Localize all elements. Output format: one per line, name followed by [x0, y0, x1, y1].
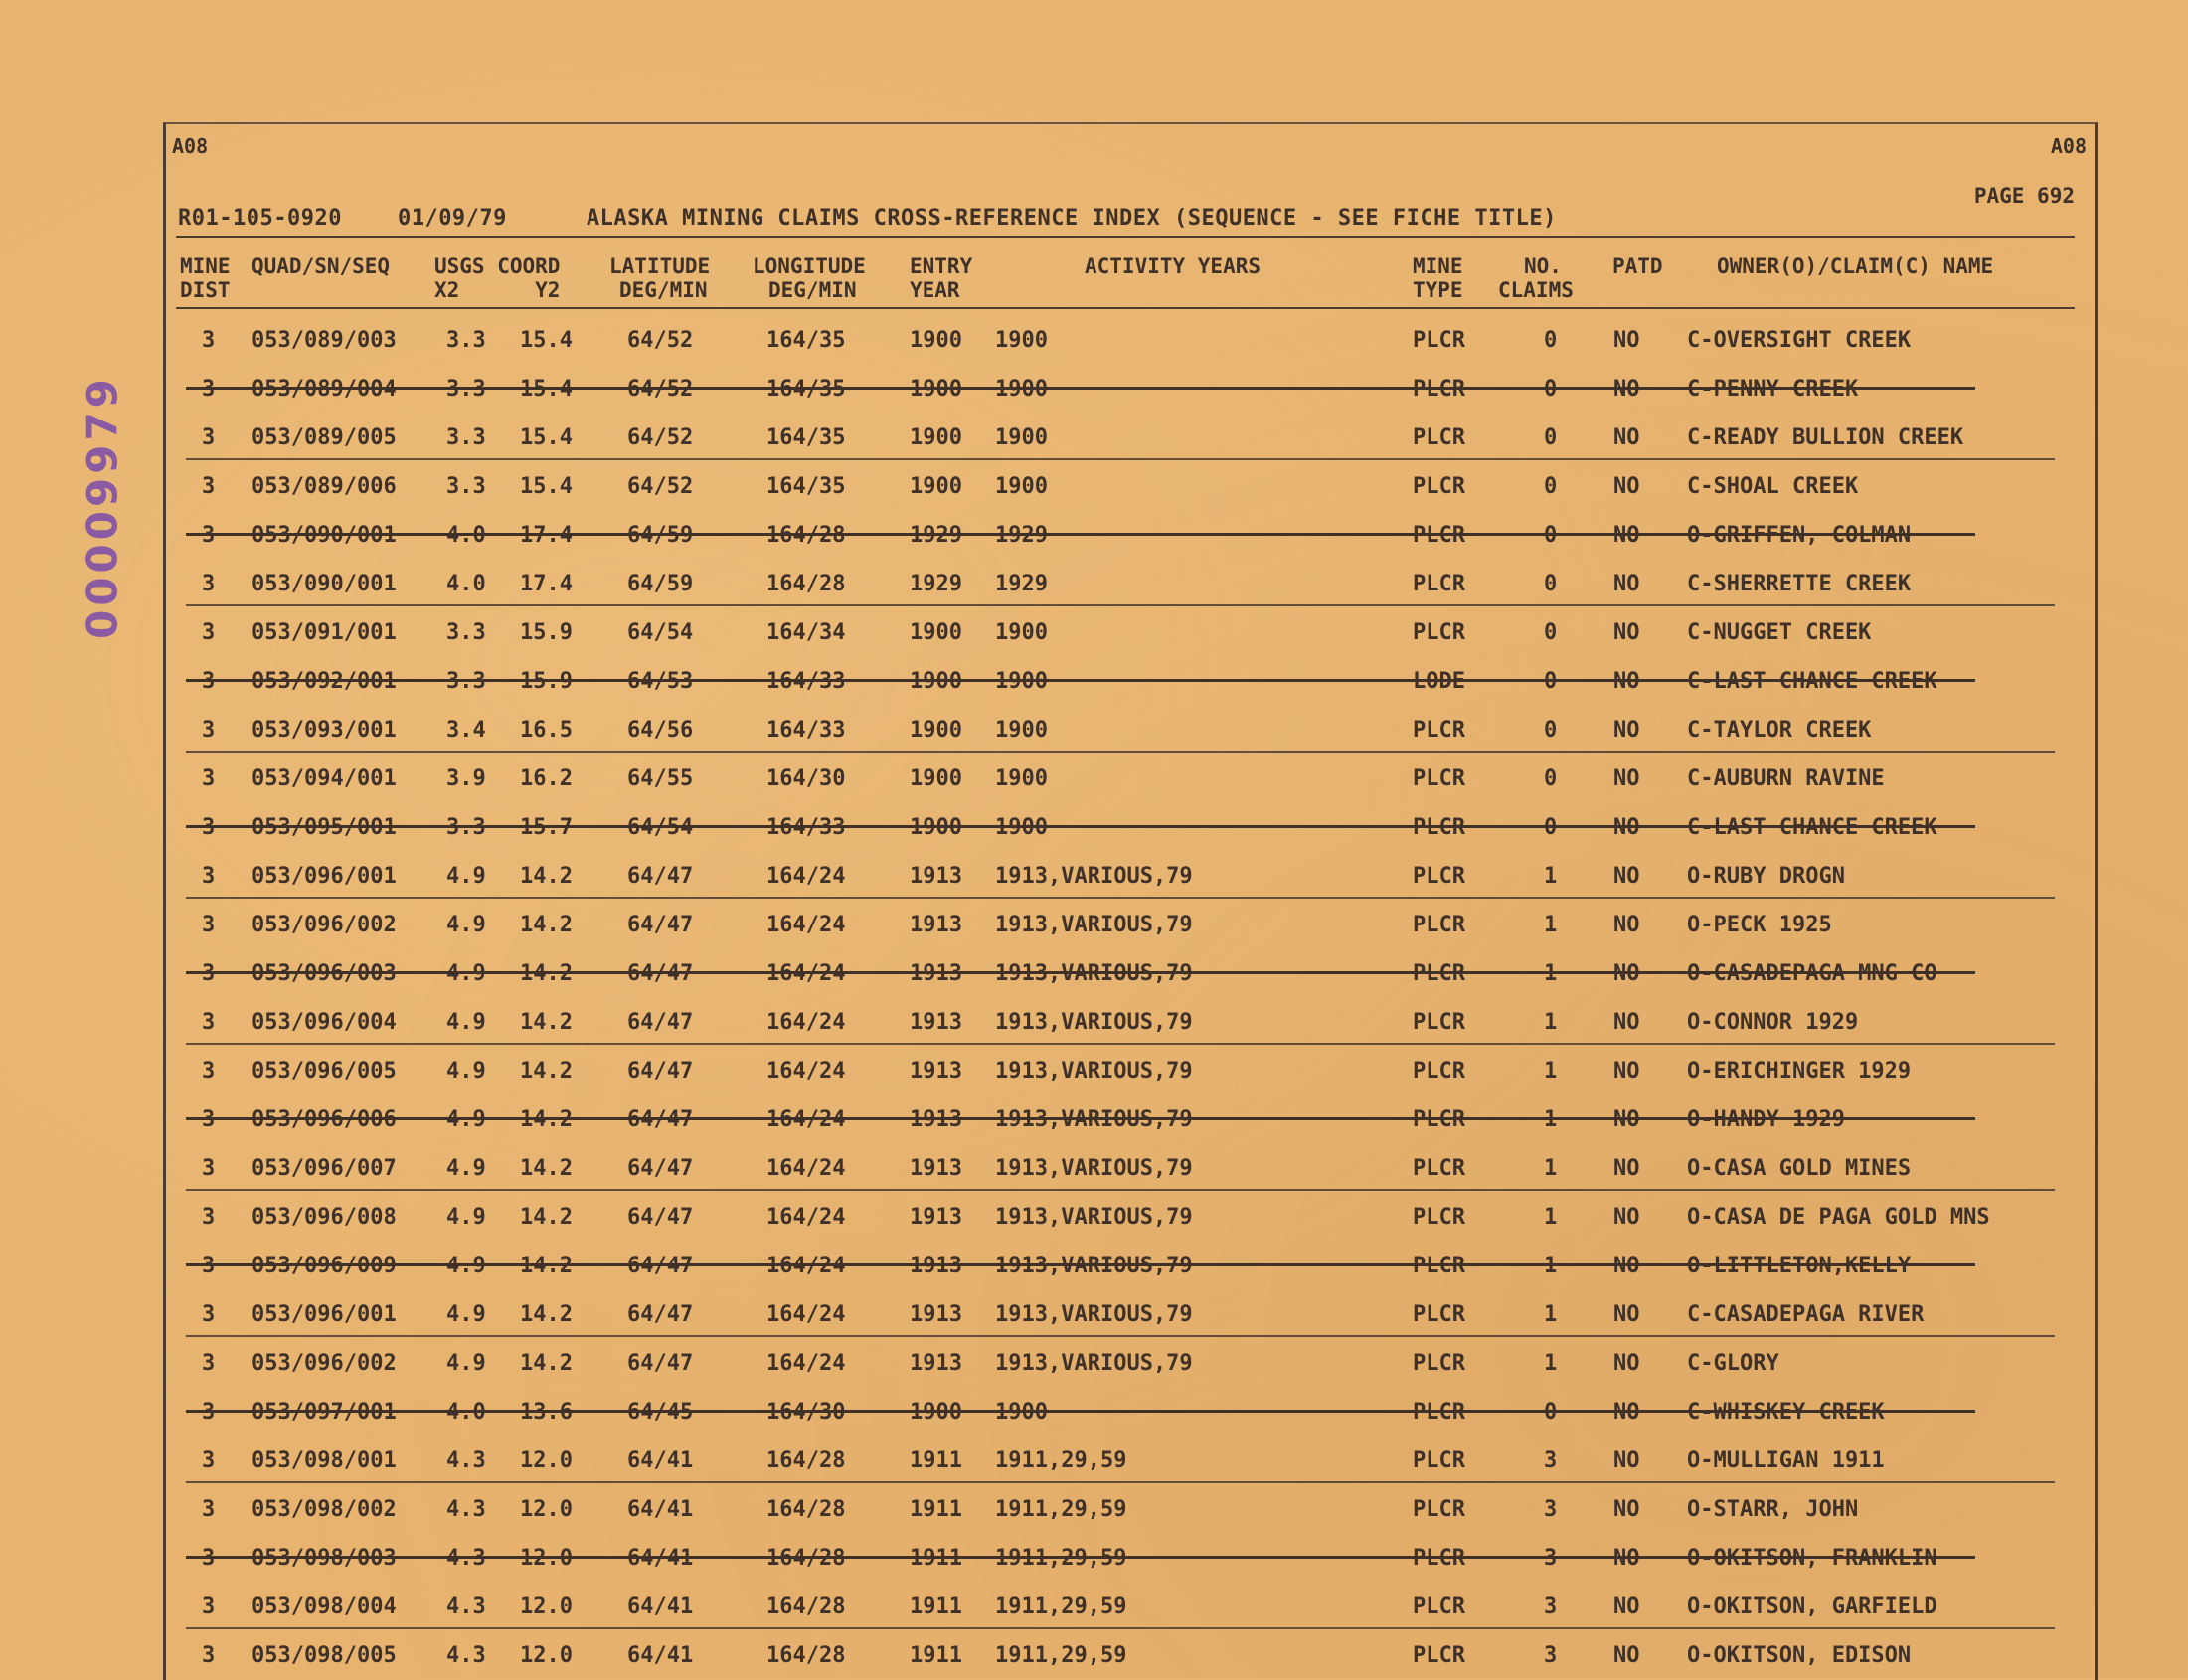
cell-lon: 164/24 [766, 1059, 846, 1084]
cell-patd: NO [1613, 718, 1640, 743]
cell-claims: 0 [1544, 620, 1558, 645]
table-row [166, 608, 2095, 657]
cell-lon: 164/34 [766, 620, 846, 645]
cell-quad: 053/098/001 [252, 1448, 397, 1473]
cell-dist: 3 [202, 1497, 216, 1522]
cell-name: C-READY BULLION CREEK [1687, 425, 1964, 450]
cell-quad: 053/098/004 [252, 1595, 397, 1619]
strike-through-line [186, 1556, 1975, 1559]
report-date: 01/09/79 [397, 206, 507, 231]
cell-x2: 4.9 [446, 1059, 486, 1084]
cell-act: 1929 [995, 572, 1048, 596]
cell-patd: NO [1613, 1595, 1640, 1619]
col-patd: PATD [1612, 254, 1663, 278]
cell-lat: 64/41 [627, 1595, 694, 1619]
cell-entry: 1900 [910, 474, 962, 499]
cell-act: 1900 [995, 718, 1048, 743]
strike-through-line [186, 1410, 1975, 1413]
table-row [166, 1534, 2095, 1583]
col-no-claims: NO. CLAIMS [1498, 254, 1574, 302]
cell-claims: 0 [1544, 328, 1558, 353]
cell-entry: 1900 [910, 328, 962, 353]
cell-quad: 053/091/001 [252, 620, 397, 645]
table-row [166, 998, 2095, 1047]
row-underline [186, 1189, 2055, 1191]
cell-type: PLCR [1413, 1059, 1465, 1084]
row-underline [186, 458, 2055, 460]
cell-type: PLCR [1413, 913, 1465, 937]
cell-lon: 164/35 [766, 425, 846, 450]
header-rule [176, 236, 2075, 238]
cell-x2: 3.4 [446, 718, 486, 743]
cell-y2: 15.4 [520, 474, 573, 499]
cell-x2: 4.9 [446, 1156, 486, 1181]
cell-x2: 3.9 [446, 766, 486, 791]
cell-dist: 3 [202, 1643, 216, 1668]
cell-type: PLCR [1413, 1205, 1465, 1230]
cell-claims: 3 [1544, 1643, 1558, 1668]
col-activity-years: ACTIVITY YEARS [1085, 254, 1262, 278]
cell-lon: 164/24 [766, 1302, 846, 1327]
cell-x2: 3.3 [446, 474, 486, 499]
report-title: ALASKA MINING CLAIMS CROSS-REFERENCE INDEX (SEQUENCE - SEE FICHE TITLE) [586, 206, 1557, 231]
cell-name: O-MULLIGAN 1911 [1687, 1448, 1885, 1473]
cell-entry: 1900 [910, 620, 962, 645]
cell-act: 1913,VARIOUS,79 [995, 1205, 1193, 1230]
cell-lon: 164/28 [766, 572, 846, 596]
cell-lat: 64/52 [627, 474, 694, 499]
row-underline [186, 1481, 2055, 1483]
cell-quad: 053/096/007 [252, 1156, 397, 1181]
cell-lon: 164/24 [766, 1156, 846, 1181]
cell-x2: 4.9 [446, 1205, 486, 1230]
fiche-code-left: A08 [172, 134, 209, 158]
row-underline [186, 897, 2055, 899]
cell-patd: NO [1613, 1205, 1640, 1230]
cell-patd: NO [1613, 1059, 1640, 1084]
cell-entry: 1913 [910, 1205, 962, 1230]
cell-y2: 16.2 [520, 766, 573, 791]
cell-y2: 14.2 [520, 1351, 573, 1376]
cell-quad: 053/098/002 [252, 1497, 397, 1522]
table-row [166, 462, 2095, 511]
cell-type: PLCR [1413, 864, 1465, 889]
cell-entry: 1913 [910, 1059, 962, 1084]
printout-sheet [163, 122, 2098, 1680]
table-row [166, 803, 2095, 852]
cell-claims: 0 [1544, 572, 1558, 596]
cell-x2: 3.3 [446, 425, 486, 450]
cell-act: 1900 [995, 766, 1048, 791]
cell-act: 1911,29,59 [995, 1497, 1127, 1522]
cell-entry: 1913 [910, 1010, 962, 1035]
cell-patd: NO [1613, 1302, 1640, 1327]
cell-lon: 164/28 [766, 1643, 846, 1668]
cell-name: C-OVERSIGHT CREEK [1687, 328, 1912, 353]
cell-dist: 3 [202, 1595, 216, 1619]
cell-lon: 164/33 [766, 718, 846, 743]
cell-entry: 1911 [910, 1643, 962, 1668]
cell-type: PLCR [1413, 1351, 1465, 1376]
cell-act: 1911,29,59 [995, 1643, 1127, 1668]
archive-stamp [58, 375, 147, 639]
cell-lon: 164/24 [766, 1351, 846, 1376]
cell-name: C-AUBURN RAVINE [1687, 766, 1885, 791]
table-row [166, 1047, 2095, 1095]
cell-y2: 12.0 [520, 1448, 573, 1473]
table-row [166, 1144, 2095, 1193]
cell-entry: 1900 [910, 718, 962, 743]
cell-y2: 14.2 [520, 1302, 573, 1327]
cell-dist: 3 [202, 1205, 216, 1230]
cell-y2: 14.2 [520, 1010, 573, 1035]
cell-dist: 3 [202, 718, 216, 743]
cell-dist: 3 [202, 913, 216, 937]
column-header-rule [176, 307, 2075, 309]
cell-claims: 1 [1544, 1010, 1558, 1035]
col-owner-claim-name: OWNER(O)/CLAIM(C) NAME [1717, 254, 1994, 278]
cell-type: PLCR [1413, 425, 1465, 450]
cell-lat: 64/52 [627, 425, 694, 450]
row-underline [186, 751, 2055, 753]
cell-y2: 15.9 [520, 620, 573, 645]
cell-lat: 64/52 [627, 328, 694, 353]
cell-quad: 053/096/002 [252, 913, 397, 937]
cell-lat: 64/47 [627, 864, 694, 889]
cell-patd: NO [1613, 1448, 1640, 1473]
cell-lon: 164/35 [766, 474, 846, 499]
strike-through-line [186, 971, 1975, 974]
cell-act: 1900 [995, 328, 1048, 353]
cell-type: PLCR [1413, 1448, 1465, 1473]
strike-through-line [186, 679, 1975, 682]
cell-y2: 12.0 [520, 1497, 573, 1522]
cell-act: 1900 [995, 474, 1048, 499]
cell-lat: 64/47 [627, 1351, 694, 1376]
cell-entry: 1913 [910, 913, 962, 937]
cell-entry: 1913 [910, 1302, 962, 1327]
cell-lat: 64/47 [627, 1156, 694, 1181]
cell-lat: 64/41 [627, 1497, 694, 1522]
cell-claims: 1 [1544, 1059, 1558, 1084]
cell-name: O-OKITSON, GARFIELD [1687, 1595, 1937, 1619]
col-quad: QUAD/SN/SEQ [252, 254, 391, 278]
table-row [166, 1583, 2095, 1631]
cell-patd: NO [1613, 1497, 1640, 1522]
cell-patd: NO [1613, 620, 1640, 645]
cell-x2: 4.9 [446, 1010, 486, 1035]
cell-entry: 1900 [910, 766, 962, 791]
cell-y2: 14.2 [520, 1156, 573, 1181]
cell-y2: 12.0 [520, 1595, 573, 1619]
cell-dist: 3 [202, 620, 216, 645]
cell-claims: 0 [1544, 766, 1558, 791]
cell-name: O-CASA DE PAGA GOLD MNS [1687, 1205, 1990, 1230]
cell-y2: 16.5 [520, 718, 573, 743]
cell-claims: 1 [1544, 1351, 1558, 1376]
cell-lon: 164/24 [766, 913, 846, 937]
cell-dist: 3 [202, 1351, 216, 1376]
archive-stamp-number: 00009979 [78, 375, 127, 639]
table-row [166, 1339, 2095, 1388]
cell-lat: 64/54 [627, 620, 694, 645]
table-row [166, 1436, 2095, 1485]
page-number: PAGE 692 [1973, 184, 2075, 208]
table-row [166, 949, 2095, 998]
cell-type: PLCR [1413, 718, 1465, 743]
cell-claims: 0 [1544, 718, 1558, 743]
table-row [166, 901, 2095, 949]
strike-through-line [186, 1117, 1975, 1120]
cell-lat: 64/47 [627, 1010, 694, 1035]
table-row [166, 1290, 2095, 1339]
cell-y2: 14.2 [520, 913, 573, 937]
cell-claims: 3 [1544, 1595, 1558, 1619]
cell-act: 1900 [995, 620, 1048, 645]
report-header [178, 206, 1557, 231]
cell-type: PLCR [1413, 474, 1465, 499]
cell-entry: 1900 [910, 425, 962, 450]
cell-y2: 12.0 [520, 1643, 573, 1668]
row-underline [186, 1335, 2055, 1337]
cell-x2: 4.9 [446, 1351, 486, 1376]
cell-x2: 4.9 [446, 913, 486, 937]
cell-type: PLCR [1413, 1643, 1465, 1668]
cell-dist: 3 [202, 328, 216, 353]
cell-y2: 15.4 [520, 425, 573, 450]
cell-name: O-STARR, JOHN [1687, 1497, 1859, 1522]
cell-act: 1913,VARIOUS,79 [995, 1351, 1193, 1376]
cell-entry: 1913 [910, 1156, 962, 1181]
cell-lat: 64/47 [627, 1205, 694, 1230]
cell-quad: 053/096/001 [252, 864, 397, 889]
row-underline [186, 604, 2055, 606]
cell-entry: 1911 [910, 1497, 962, 1522]
cell-dist: 3 [202, 766, 216, 791]
cell-type: PLCR [1413, 572, 1465, 596]
col-mine-type: MINE TYPE [1413, 254, 1463, 302]
cell-act: 1913,VARIOUS,79 [995, 913, 1193, 937]
cell-entry: 1913 [910, 864, 962, 889]
cell-lon: 164/30 [766, 766, 846, 791]
cell-lon: 164/35 [766, 328, 846, 353]
cell-y2: 14.2 [520, 1059, 573, 1084]
cell-patd: NO [1613, 913, 1640, 937]
cell-type: PLCR [1413, 1595, 1465, 1619]
cell-act: 1911,29,59 [995, 1448, 1127, 1473]
cell-name: C-SHOAL CREEK [1687, 474, 1859, 499]
cell-name: C-SHERRETTE CREEK [1687, 572, 1912, 596]
cell-act: 1913,VARIOUS,79 [995, 864, 1193, 889]
cell-lon: 164/24 [766, 864, 846, 889]
cell-name: C-GLORY [1687, 1351, 1779, 1376]
cell-lat: 64/59 [627, 572, 694, 596]
table-row [166, 1631, 2095, 1680]
cell-dist: 3 [202, 1448, 216, 1473]
cell-y2: 14.2 [520, 864, 573, 889]
cell-patd: NO [1613, 1643, 1640, 1668]
cell-quad: 053/096/002 [252, 1351, 397, 1376]
cell-quad: 053/096/005 [252, 1059, 397, 1084]
cell-lon: 164/28 [766, 1595, 846, 1619]
cell-claims: 1 [1544, 864, 1558, 889]
cell-claims: 1 [1544, 913, 1558, 937]
cell-quad: 053/096/001 [252, 1302, 397, 1327]
cell-act: 1913,VARIOUS,79 [995, 1302, 1193, 1327]
cell-name: O-ERICHINGER 1929 [1687, 1059, 1912, 1084]
strike-through-line [186, 825, 1975, 828]
col-longitude: LONGITUDE DEG/MIN [753, 254, 866, 302]
cell-dist: 3 [202, 864, 216, 889]
cell-lat: 64/55 [627, 766, 694, 791]
cell-act: 1911,29,59 [995, 1595, 1127, 1619]
cell-x2: 4.3 [446, 1448, 486, 1473]
table-row [166, 316, 2095, 365]
cell-lon: 164/28 [766, 1497, 846, 1522]
cell-x2: 4.9 [446, 1302, 486, 1327]
cell-act: 1913,VARIOUS,79 [995, 1010, 1193, 1035]
cell-name: O-CASA GOLD MINES [1687, 1156, 1912, 1181]
table-row [166, 560, 2095, 608]
cell-x2: 4.3 [446, 1643, 486, 1668]
cell-name: C-CASADEPAGA RIVER [1687, 1302, 1925, 1327]
cell-quad: 053/096/008 [252, 1205, 397, 1230]
cell-lat: 64/47 [627, 1302, 694, 1327]
col-latitude: LATITUDE DEG/MIN [609, 254, 711, 302]
cell-claims: 1 [1544, 1156, 1558, 1181]
cell-claims: 3 [1544, 1448, 1558, 1473]
cell-name: O-RUBY DROGN [1687, 864, 1845, 889]
table-row [166, 706, 2095, 755]
cell-dist: 3 [202, 425, 216, 450]
cell-act: 1900 [995, 425, 1048, 450]
col-entry-year: ENTRY YEAR [910, 254, 973, 302]
strike-through-line [186, 1263, 1975, 1266]
cell-entry: 1913 [910, 1351, 962, 1376]
col-mine-dist: MINE DIST [180, 254, 231, 302]
cell-quad: 053/098/005 [252, 1643, 397, 1668]
cell-lon: 164/28 [766, 1448, 846, 1473]
report-id: R01-105-0920 [178, 206, 342, 231]
cell-patd: NO [1613, 425, 1640, 450]
cell-quad: 053/094/001 [252, 766, 397, 791]
cell-claims: 3 [1544, 1497, 1558, 1522]
table-row [166, 1193, 2095, 1242]
cell-y2: 14.2 [520, 1205, 573, 1230]
cell-lat: 64/41 [627, 1643, 694, 1668]
cell-quad: 053/089/003 [252, 328, 397, 353]
table-row [166, 755, 2095, 803]
cell-claims: 0 [1544, 425, 1558, 450]
cell-type: PLCR [1413, 1302, 1465, 1327]
cell-lat: 64/47 [627, 913, 694, 937]
cell-x2: 3.3 [446, 328, 486, 353]
row-underline [186, 1043, 2055, 1045]
cell-dist: 3 [202, 1059, 216, 1084]
cell-lon: 164/24 [766, 1205, 846, 1230]
cell-entry: 1911 [910, 1448, 962, 1473]
cell-lat: 64/47 [627, 1059, 694, 1084]
cell-name: C-TAYLOR CREEK [1687, 718, 1872, 743]
cell-dist: 3 [202, 1302, 216, 1327]
cell-dist: 3 [202, 474, 216, 499]
cell-quad: 053/093/001 [252, 718, 397, 743]
cell-lat: 64/56 [627, 718, 694, 743]
cell-x2: 4.3 [446, 1595, 486, 1619]
cell-type: PLCR [1413, 1010, 1465, 1035]
cell-quad: 053/096/004 [252, 1010, 397, 1035]
cell-patd: NO [1613, 572, 1640, 596]
cell-quad: 053/089/005 [252, 425, 397, 450]
cell-quad: 053/090/001 [252, 572, 397, 596]
cell-type: PLCR [1413, 328, 1465, 353]
cell-name: C-NUGGET CREEK [1687, 620, 1872, 645]
cell-x2: 4.0 [446, 572, 486, 596]
cell-type: PLCR [1413, 620, 1465, 645]
table-row [166, 1095, 2095, 1144]
table-row [166, 414, 2095, 462]
cell-patd: NO [1613, 864, 1640, 889]
cell-x2: 4.9 [446, 864, 486, 889]
cell-patd: NO [1613, 328, 1640, 353]
cell-lat: 64/41 [627, 1448, 694, 1473]
strike-through-line [186, 387, 1975, 390]
cell-patd: NO [1613, 1010, 1640, 1035]
cell-act: 1913,VARIOUS,79 [995, 1059, 1193, 1084]
table-row [166, 657, 2095, 706]
cell-name: O-CONNOR 1929 [1687, 1010, 1859, 1035]
cell-patd: NO [1613, 1351, 1640, 1376]
cell-quad: 053/089/006 [252, 474, 397, 499]
col-usgs-coord: USGS COORD X2 Y2 [434, 254, 561, 302]
cell-claims: 0 [1544, 474, 1558, 499]
table-row [166, 1242, 2095, 1290]
table-row [166, 365, 2095, 414]
cell-patd: NO [1613, 474, 1640, 499]
cell-patd: NO [1613, 766, 1640, 791]
cell-dist: 3 [202, 1010, 216, 1035]
cell-act: 1913,VARIOUS,79 [995, 1156, 1193, 1181]
cell-x2: 3.3 [446, 620, 486, 645]
strike-through-line [186, 533, 1975, 536]
cell-dist: 3 [202, 1156, 216, 1181]
cell-claims: 1 [1544, 1205, 1558, 1230]
cell-y2: 15.4 [520, 328, 573, 353]
cell-type: PLCR [1413, 766, 1465, 791]
table-row [166, 1388, 2095, 1436]
table-row [166, 511, 2095, 560]
table-row [166, 1485, 2095, 1534]
fiche-code-right: A08 [2050, 134, 2087, 158]
cell-patd: NO [1613, 1156, 1640, 1181]
cell-type: PLCR [1413, 1156, 1465, 1181]
cell-entry: 1929 [910, 572, 962, 596]
cell-entry: 1911 [910, 1595, 962, 1619]
table-row [166, 852, 2095, 901]
cell-name: O-OKITSON, EDISON [1687, 1643, 1912, 1668]
cell-y2: 17.4 [520, 572, 573, 596]
cell-x2: 4.3 [446, 1497, 486, 1522]
cell-dist: 3 [202, 572, 216, 596]
cell-type: PLCR [1413, 1497, 1465, 1522]
row-underline [186, 1627, 2055, 1629]
cell-lon: 164/24 [766, 1010, 846, 1035]
cell-name: O-PECK 1925 [1687, 913, 1832, 937]
cell-claims: 1 [1544, 1302, 1558, 1327]
